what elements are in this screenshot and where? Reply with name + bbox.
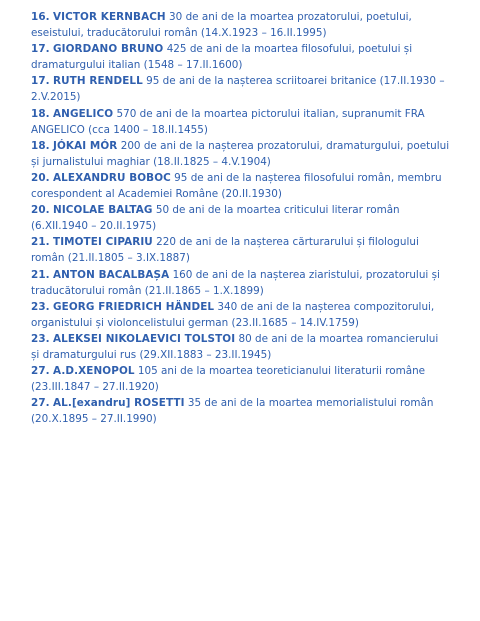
- entry-name: VICTOR KERNBACH: [53, 11, 166, 23]
- entry-second-line: dramaturgului italian (1548 – 17.II.1600): [31, 59, 243, 72]
- entry-second-line: 2.V.2015): [31, 91, 81, 104]
- entry-first-line: [31, 363, 451, 379]
- entry-name: GIORDANO BRUNO: [53, 43, 164, 56]
- entry-second-line: organistului și violoncelistului german (23.II.1685 – 14.IV.1759): [31, 316, 359, 329]
- entry-first-line: [31, 106, 451, 122]
- entry-second-line: eseistului, traducătorului român (14.X.1923 – 16.II.1995): [31, 27, 327, 40]
- entry-text: 35 de ani de la moartea memorialistului român: [187, 397, 434, 410]
- entry-day: 23.: [31, 300, 50, 313]
- entry-day: 18.: [31, 107, 50, 120]
- entry-second-line: traducătorului român (21.II.1865 – 1.X.1899): [31, 284, 264, 297]
- entry-text: 340 de ani de la nașterea compozitorului,: [217, 300, 435, 313]
- entry-first-line: [31, 202, 451, 218]
- entry-first-line: [31, 299, 451, 315]
- entry-day: 17.: [31, 43, 50, 56]
- entry-second-line: (6.XII.1940 – 20.II.1975): [31, 220, 157, 233]
- entry-first-line: [31, 170, 451, 186]
- entry-name: RUTH RENDELL: [53, 75, 143, 88]
- entry-text: 95 de ani de la nașterea scriitoarei britanice (17.II.1930 –: [146, 75, 445, 88]
- entry-day: 17.: [31, 75, 50, 88]
- entry-text: 30 de ani de la moartea prozatorului, poetului,: [169, 11, 412, 23]
- entry-second-line: (23.III.1847 – 27.II.1920): [31, 381, 159, 394]
- entry-name: ANGELICO: [53, 107, 114, 120]
- entry-text: 50 de ani de la moartea criticului literar român: [155, 204, 400, 217]
- anniversary-entry: [31, 331, 451, 363]
- anniversary-entry: [31, 73, 451, 105]
- entry-name: JÓKAI MÓR: [53, 139, 118, 152]
- entry-name: GEORG FRIEDRICH HÄNDEL: [53, 300, 215, 313]
- entry-day: 16.: [31, 11, 50, 23]
- entry-text: 80 de ani de la moartea romancierului: [238, 332, 439, 345]
- entry-day: 27.: [31, 397, 50, 410]
- entry-name: TIMOTEI CIPARIU: [53, 236, 153, 249]
- entry-text: 220 de ani de la nașterea cărturarului și filologului: [156, 236, 419, 249]
- entry-day: 23.: [31, 332, 50, 345]
- entry-first-line: [31, 73, 451, 89]
- entry-second-line: (20.X.1895 – 27.II.1990): [31, 413, 157, 426]
- anniversary-entry: [31, 138, 451, 170]
- entry-second-line: și dramaturgului rus (29.XII.1883 – 23.II.1945): [31, 348, 272, 361]
- anniversary-entry: [31, 363, 451, 395]
- entry-name: NICOLAE BALTAG: [53, 204, 153, 217]
- anniversary-entry: [31, 267, 451, 299]
- entry-day: 20.: [31, 204, 50, 217]
- entry-day: 18.: [31, 139, 50, 152]
- entry-day: 21.: [31, 268, 50, 281]
- anniversary-entry: [31, 106, 451, 138]
- entry-text: 425 de ani de la moartea filosofului, poetului și: [166, 43, 413, 56]
- entry-text: 160 de ani de la nașterea ziaristului, prozatorului și: [172, 268, 440, 281]
- anniversary-entry: [31, 395, 451, 427]
- entry-name: ALEXANDRU BOBOC: [53, 171, 171, 184]
- entry-text: 105 ani de la moartea teoreticianului literaturii române: [137, 365, 426, 378]
- entry-second-line: corespondent al Academiei Române (20.II.1930): [31, 188, 282, 201]
- anniversary-entry: [31, 202, 451, 234]
- anniversary-entry: [31, 299, 451, 331]
- entry-first-line: [31, 331, 451, 347]
- entry-first-line: [31, 395, 451, 411]
- entry-day: 27.: [31, 365, 50, 378]
- entry-name: AL.[exandru] ROSETTI: [53, 397, 185, 410]
- entry-name: A.D.XENOPOL: [53, 365, 135, 378]
- entry-day: 20.: [31, 171, 50, 184]
- entry-name: ALEKSEI NIKOLAEVICI TOLSTOI: [53, 332, 236, 345]
- entry-second-line: român (21.II.1805 – 3.IX.1887): [31, 252, 190, 265]
- anniversary-entry: [31, 41, 451, 73]
- entry-second-line: ANGELICO (cca 1400 – 18.II.1455): [31, 123, 208, 136]
- entry-first-line: [31, 41, 451, 57]
- entry-text: 200 de ani de la nașterea prozatorului, dramaturgului, poetului: [120, 139, 450, 152]
- anniversary-entry: [31, 170, 451, 202]
- anniversary-entry: [31, 9, 451, 41]
- entry-second-line: și jurnalistului maghiar (18.II.1825 – 4.V.1904): [31, 155, 271, 168]
- entry-first-line: [31, 138, 451, 154]
- entry-day: 21.: [31, 236, 50, 249]
- anniversary-list: [31, 9, 451, 427]
- entry-first-line: [31, 234, 451, 250]
- entry-name: ANTON BACALBAȘA: [53, 268, 170, 281]
- entry-text: 95 de ani de la nașterea filosofului român, membru: [174, 171, 442, 184]
- entry-first-line: [31, 9, 451, 25]
- entry-text: 570 de ani de la moartea pictorului italian, supranumit FRA: [116, 107, 425, 120]
- entry-first-line: [31, 267, 451, 283]
- anniversary-entry: [31, 234, 451, 266]
